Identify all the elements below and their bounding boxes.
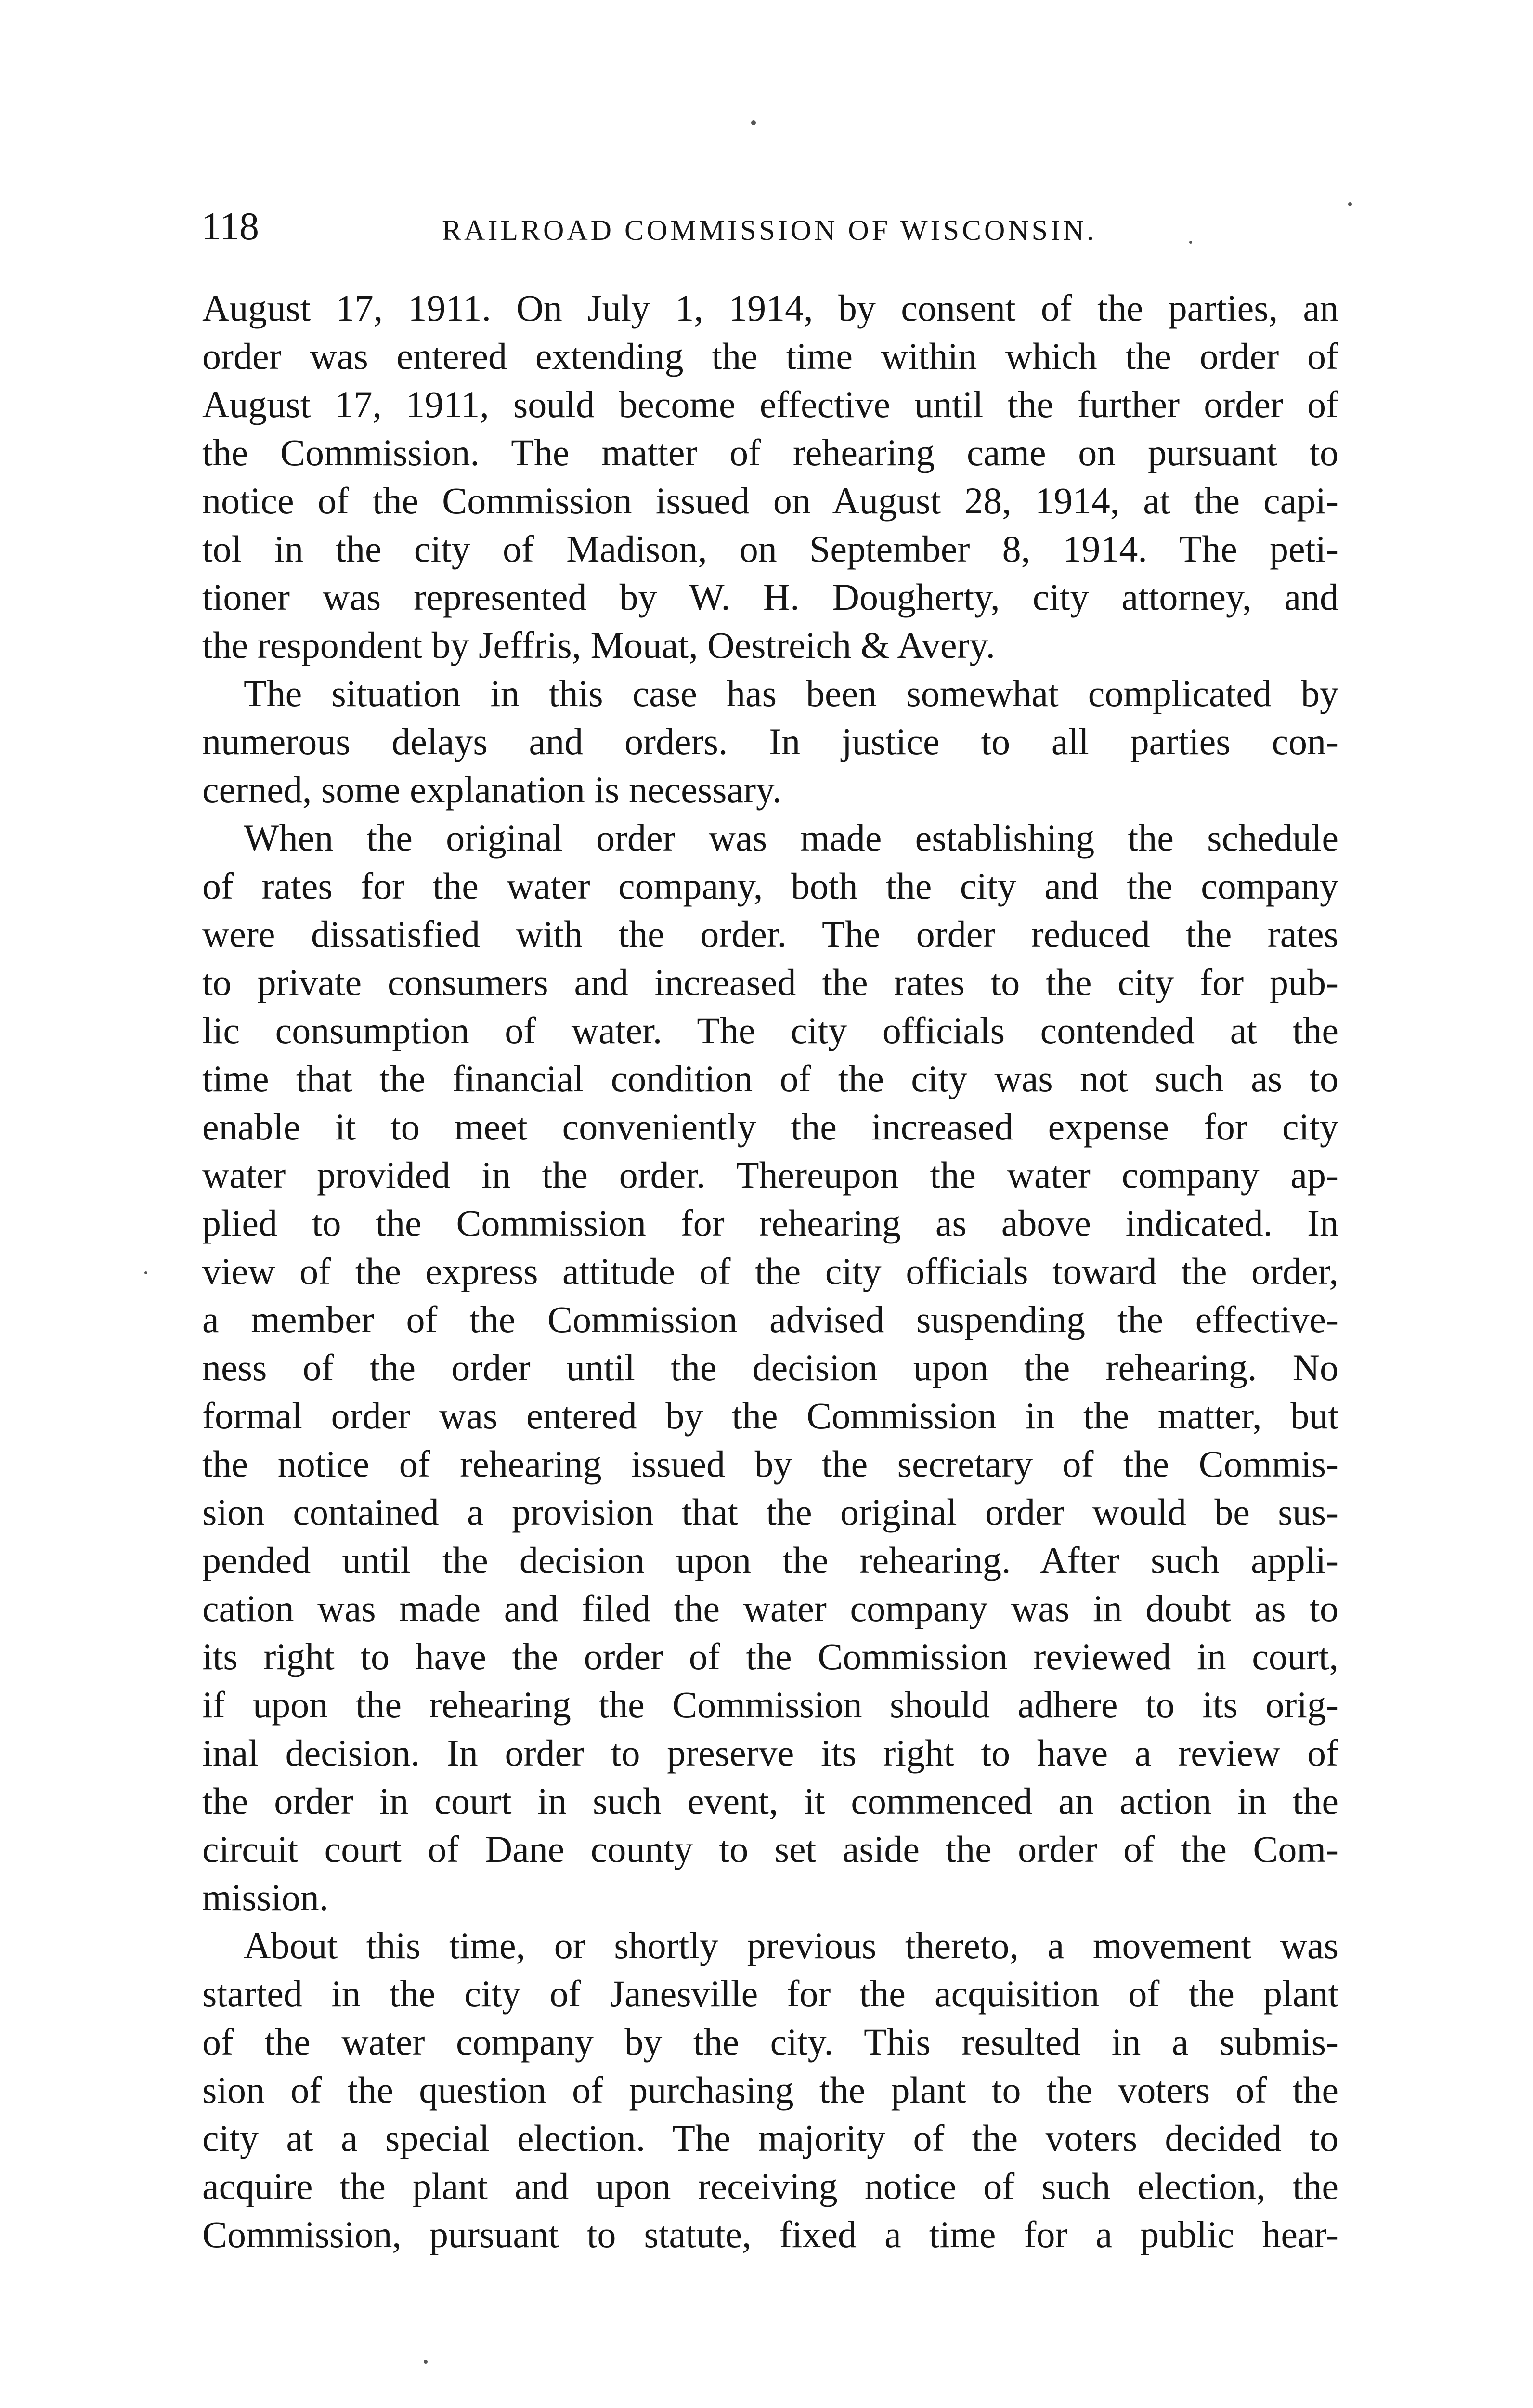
text-line: enable it to meet conveniently the increased expense for city [202,1106,1338,1148]
paragraph-1 [202,284,1338,669]
text-line: water provided in the order. Thereupon the water company ap- [202,1154,1338,1196]
text-line: plied to the Commission for rehearing as above indicated. In [202,1202,1338,1244]
text-line: of the water company by the city. This resulted in a submis- [202,2021,1338,2063]
text-line: About this time, or shortly previous thereto, a movement was [244,1924,1338,1966]
text-line: pended until the decision upon the rehearing. After such appli- [202,1539,1338,1581]
paragraph-4 [202,1922,1338,2259]
text-line: started in the city of Janesville for the acquisition of the plant [202,1973,1338,2015]
paragraph-2 [202,669,1338,814]
text-line: a member of the Commission advised suspending the effective- [202,1298,1338,1340]
text-line: Commission, pursuant to statute, fixed a time for a public hear- [202,2213,1338,2255]
scan-speck [144,1271,147,1274]
text-line: circuit court of Dane county to set aside the order of the Com- [202,1828,1338,1870]
text-line: mission. [202,1876,329,1918]
text-line: its right to have the order of the Commission reviewed in court, [202,1636,1338,1677]
text-line: sion contained a provision that the original order would be sus- [202,1491,1338,1533]
text-line: tioner was represented by W. H. Dougherty, city attorney, and [202,576,1338,618]
scan-speck [424,2360,428,2364]
text-line: inal decision. In order to preserve its right to have a review of [202,1732,1338,1774]
page-header [201,202,1357,255]
text-line: lic consumption of water. The city officials contended at the [202,1009,1338,1051]
text-line: of rates for the water company, both the city and the company [202,865,1338,907]
text-line: When the original order was made establishing the schedule [244,817,1338,859]
text-line: The situation in this case has been somewhat complicated by [244,672,1338,714]
running-title: RAILROAD COMMISSION OF WISCONSIN. [442,214,1097,246]
text-line: notice of the Commission issued on August 28, 1914, at the capi- [202,480,1338,522]
text-line: order was entered extending the time within which the order of [202,335,1338,377]
text-line: formal order was entered by the Commission in the matter, but [202,1395,1338,1437]
scan-speck [751,120,756,125]
text-line: view of the express attitude of the city officials toward the order, [202,1250,1338,1292]
scan-speck [1348,202,1352,206]
text-line: ness of the order until the decision upon the rehearing. No [202,1347,1338,1388]
text-line: numerous delays and orders. In justice to all parties con- [202,720,1338,762]
paragraph-3 [202,814,1338,1922]
text-line: August 17, 1911, sould become effective until the further order of [202,383,1338,425]
text-line: to private consumers and increased the rates to the city for pub- [202,961,1338,1003]
text-line: time that the financial condition of the city was not such as to [202,1058,1338,1099]
body-text [202,284,1338,2259]
text-line: acquire the plant and upon receiving notice of such election, the [202,2165,1338,2207]
text-line: city at a special election. The majority of the voters decided to [202,2117,1338,2159]
text-line: the order in court in such event, it commenced an action in the [202,1780,1338,1822]
text-line: cation was made and filed the water company was in doubt as to [202,1587,1338,1629]
text-line: sion of the question of purchasing the plant to the voters of the [202,2069,1338,2111]
text-line: cerned, some explanation is necessary. [202,769,782,811]
text-line: tol in the city of Madison, on September 8, 1914. The peti- [202,528,1338,570]
text-line: the notice of rehearing issued by the secretary of the Commis- [202,1443,1338,1485]
text-line: if upon the rehearing the Commission should adhere to its orig- [202,1684,1338,1726]
scan-speck [1189,241,1192,244]
page-number: 118 [201,204,259,248]
text-line: August 17, 1911. On July 1, 1914, by consent of the parties, an [202,287,1338,329]
text-line: were dissatisfied with the order. The order reduced the rates [202,913,1338,955]
text-line: the respondent by Jeffris, Mouat, Oestreich & Avery. [202,624,995,666]
text-line: the Commission. The matter of rehearing came on pursuant to [202,432,1338,473]
